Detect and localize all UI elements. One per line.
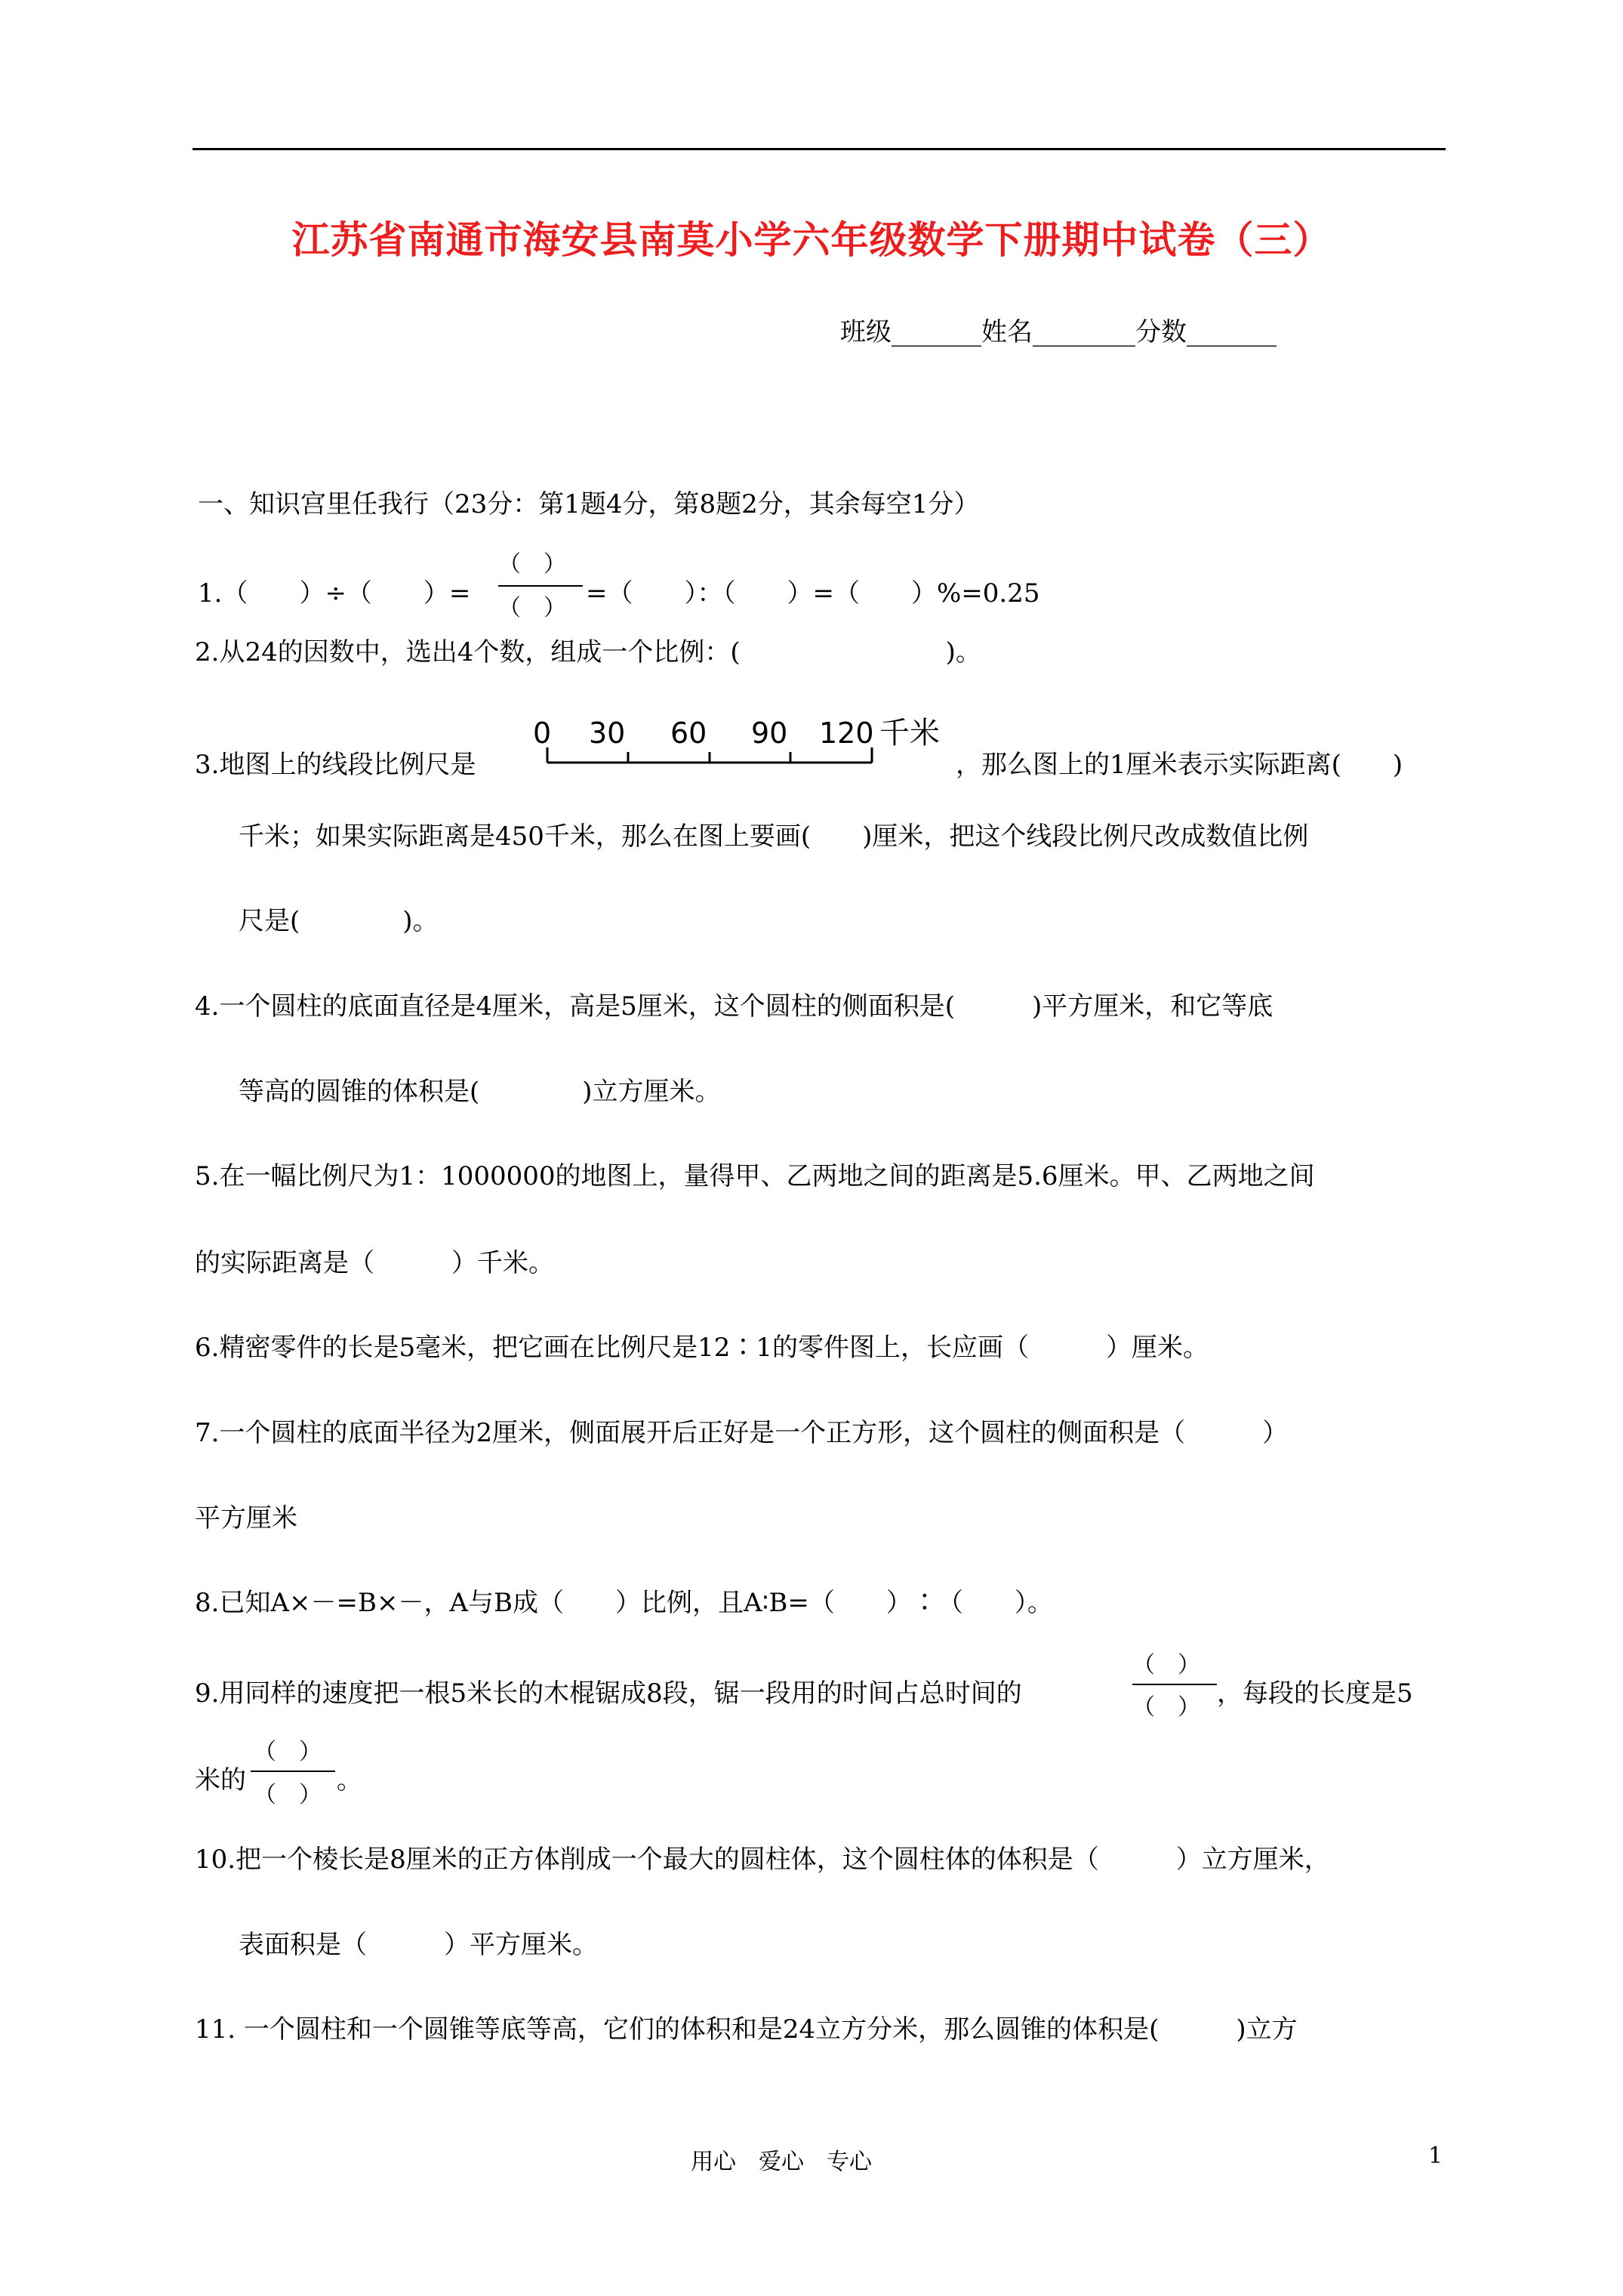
q3-line-3: 尺是( )。 bbox=[239, 906, 439, 936]
q9-end: 。 bbox=[337, 1765, 362, 1795]
q9-fraction-1-numerator: （ ） bbox=[1132, 1652, 1200, 1678]
q4-line-1: 4.一个圆柱的底面直径是4厘米，高是5厘米，这个圆柱的侧面积是( )平方厘米，和它等底 bbox=[195, 991, 1273, 1022]
scale-tick-120: 120 bbox=[819, 717, 874, 750]
top-rule bbox=[192, 148, 1446, 150]
section-heading: 一、知识宫里任我行（23分：第1题4分，第8题2分，其余每空1分） bbox=[198, 489, 980, 519]
question-6: 6.精密零件的长是5毫米，把它画在比例尺是12∶1的零件图上，长应画（ ）厘米。 bbox=[195, 1333, 1209, 1363]
scale-tick-90: 90 bbox=[751, 717, 788, 750]
q9-fraction-2-denominator: （ ） bbox=[254, 1782, 322, 1808]
q5-line-1: 5.在一幅比例尺为1：1000000的地图上，量得甲、乙两地之间的距离是5.6厘米。甲、乙两地之间 bbox=[195, 1161, 1315, 1191]
q1-part-a: 1.（ ）÷（ ）= bbox=[198, 578, 471, 609]
q3-line-2: 千米；如果实际距离是450千米，那么在图上要画( )厘米，把这个线段比例尺改成数值比例 bbox=[239, 821, 1309, 852]
page-number: 1 bbox=[1428, 2143, 1443, 2169]
scale-tick-30: 30 bbox=[589, 717, 626, 750]
q10-line-1: 10.把一个棱长是8厘米的正方体削成一个最大的圆柱体，这个圆柱体的体积是（ ）立方厘米， bbox=[195, 1845, 1330, 1875]
question-11: 11. 一个圆柱和一个圆锥等底等高，它们的体积和是24立方分米，那么圆锥的体积是( )立方 bbox=[195, 2014, 1298, 2045]
q9-fraction-2-bar bbox=[251, 1771, 335, 1772]
scale-tick-0: 0 bbox=[533, 717, 552, 750]
page-title: 江苏省南通市海安县南莫小学六年级数学下册期中试卷（三） bbox=[291, 217, 1332, 262]
q1-part-b: =（ ）：（ ）=（ ）%=0.25 bbox=[586, 578, 1040, 609]
q4-line-2: 等高的圆锥的体积是( )立方厘米。 bbox=[239, 1077, 721, 1107]
q3-suffix: ，那么图上的1厘米表示实际距离( ) bbox=[956, 750, 1403, 780]
q1-fraction-numerator: （ ） bbox=[498, 551, 566, 578]
scale-unit: 千米 bbox=[879, 716, 940, 750]
scale-tick-60: 60 bbox=[670, 717, 707, 750]
question-8: 8.已知A×－=B×－，A与B成（ ）比例，且A∶B=（ ）∶（ ）。 bbox=[195, 1588, 1053, 1618]
q9-part-b: ，每段的长度是5 bbox=[1217, 1678, 1413, 1709]
q9-fraction-1-bar bbox=[1132, 1684, 1217, 1685]
q1-fraction-bar bbox=[498, 585, 583, 587]
q7-line-2: 平方厘米 bbox=[195, 1503, 297, 1533]
student-info-line: 班级_______姓名________分数_______ bbox=[840, 317, 1277, 347]
q1-fraction-denominator: （ ） bbox=[498, 595, 566, 621]
q9-part-a: 9.用同样的速度把一根5米长的木棍锯成8段，锯一段用的时间占总时间的 bbox=[195, 1678, 1022, 1709]
q5-line-2: 的实际距离是（ ）千米。 bbox=[195, 1248, 554, 1278]
footer-motto: 用心 爱心 专心 bbox=[691, 2149, 872, 2175]
q9-fraction-1-denominator: （ ） bbox=[1132, 1694, 1200, 1721]
q9-fraction-2-numerator: （ ） bbox=[254, 1739, 322, 1765]
q3-prefix: 3.地图上的线段比例尺是 bbox=[195, 750, 476, 780]
question-2: 2.从24的因数中，选出4个数，组成一个比例：( )。 bbox=[195, 637, 981, 667]
q9-line-2: 米的 bbox=[195, 1765, 246, 1795]
line-scale-bar bbox=[521, 710, 959, 778]
q7-line-1: 7.一个圆柱的底面半径为2厘米，侧面展开后正好是一个正方形，这个圆柱的侧面积是（ ） bbox=[195, 1418, 1289, 1448]
q10-line-2: 表面积是（ ）平方厘米。 bbox=[239, 1930, 598, 1960]
